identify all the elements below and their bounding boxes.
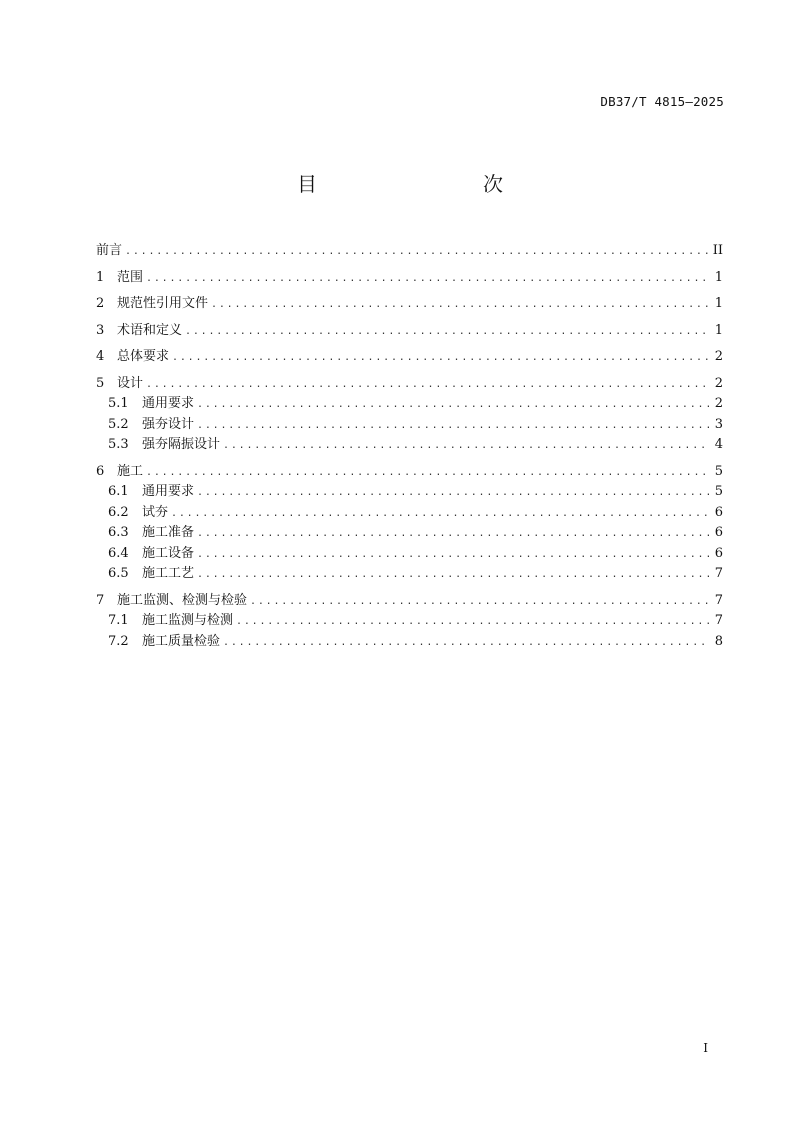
dot-leader: [211, 295, 710, 316]
dot-leader: [197, 395, 710, 416]
dot-leader: [146, 269, 710, 290]
toc-entry[interactable]: [96, 523, 723, 544]
toc-title: 目 次: [297, 172, 545, 196]
toc-entry-label: 施工: [117, 463, 144, 479]
toc-entry-page: 7: [714, 613, 723, 628]
toc-entry-page: 1: [714, 322, 723, 338]
toc-entry-page: 6: [714, 545, 723, 561]
toc-entry-number: 7.2: [108, 633, 129, 649]
toc-entry[interactable]: [96, 591, 723, 612]
dot-leader: [197, 565, 710, 586]
toc-entry[interactable]: [96, 374, 723, 395]
toc-entry-label: 施工准备: [142, 525, 195, 540]
toc-entry-page: 6: [714, 525, 723, 540]
page-folio: I: [703, 1041, 708, 1055]
toc-entry-label: 强夯设计: [142, 416, 195, 432]
toc-entry-page: 2: [714, 396, 723, 411]
dot-leader: [146, 375, 710, 396]
toc-entry-number: 6.5: [108, 566, 129, 581]
toc-entry-number: 6.2: [108, 504, 129, 520]
toc-entry[interactable]: [96, 611, 723, 632]
toc-entry-page: 2: [714, 375, 723, 391]
dot-leader: [250, 592, 710, 613]
toc-entry-number: 6.3: [108, 525, 129, 540]
document-code: DB37/T 4815—2025: [600, 94, 724, 109]
toc-entry-number: 5.3: [108, 437, 129, 452]
toc-entry-label: 总体要求: [117, 349, 170, 364]
toc-entry-page: 2: [714, 349, 723, 364]
toc-entry-number: 5.2: [108, 416, 129, 432]
toc-entry[interactable]: [96, 321, 723, 342]
toc-entry-number: 1: [96, 269, 105, 285]
dot-leader: [125, 242, 710, 263]
toc-entry-page: 3: [714, 416, 723, 432]
toc-entry-page: 8: [714, 633, 723, 649]
toc-entry-label: 施工工艺: [142, 566, 195, 581]
toc-entry-page: 6: [714, 504, 723, 520]
toc-entry-number: 7: [96, 592, 105, 608]
toc-entry[interactable]: [96, 415, 723, 436]
toc-entry[interactable]: [96, 482, 723, 503]
toc-entry[interactable]: [96, 544, 723, 565]
toc-entry[interactable]: [96, 394, 723, 415]
toc-entry[interactable]: [96, 347, 723, 368]
toc-entry[interactable]: [96, 268, 723, 289]
toc-entry-label: 施工监测与检测: [142, 613, 234, 628]
dot-leader: [197, 545, 710, 566]
toc-entry-label: 施工设备: [142, 545, 195, 561]
toc-entry-label: 强夯隔振设计: [142, 437, 221, 452]
toc-entry[interactable]: [96, 435, 723, 456]
toc-entry[interactable]: [96, 462, 723, 483]
toc-entry-number: 7.1: [108, 613, 129, 628]
toc-entry-label: 规范性引用文件: [117, 296, 209, 311]
toc-entry-number: 6.4: [108, 545, 129, 561]
dot-leader: [223, 436, 710, 457]
toc-entry-label: 施工监测、检测与检验: [117, 592, 248, 608]
dot-leader: [236, 612, 710, 633]
dot-leader: [197, 483, 710, 504]
toc-entry-number: 6: [96, 463, 105, 479]
toc-entry-number: 6.1: [108, 484, 129, 499]
toc-entry-label: 试夯: [142, 504, 169, 520]
toc-entry-label: 通用要求: [142, 484, 195, 499]
toc-entry-page: 7: [714, 592, 723, 608]
toc-entry-label: 术语和定义: [117, 322, 183, 338]
dot-leader: [172, 348, 710, 369]
toc-entry-label: 设计: [117, 375, 144, 391]
dot-leader: [197, 524, 710, 545]
toc-entry[interactable]: [96, 294, 723, 315]
dot-leader: [171, 504, 710, 525]
dot-leader: [185, 322, 710, 343]
toc-entry-label: 范围: [117, 269, 144, 285]
dot-leader: [146, 463, 710, 484]
toc-entry-page: 4: [714, 437, 723, 452]
toc-entry-page: 5: [714, 484, 723, 499]
dot-leader: [197, 416, 710, 437]
toc-entry-number: 4: [96, 349, 105, 364]
toc-entry-number: 3: [96, 322, 105, 338]
toc-entry-page: II: [712, 243, 723, 258]
toc-entry[interactable]: [96, 632, 723, 653]
toc-entry-page: 1: [714, 296, 723, 311]
toc-entry-number: 5.1: [108, 396, 129, 411]
toc-entry-page: 5: [714, 463, 723, 479]
toc-entry-label: 施工质量检验: [142, 633, 221, 649]
toc-entry-label: 前言: [96, 243, 123, 258]
toc-entry-page: 1: [714, 269, 723, 285]
toc-entry-label: 通用要求: [142, 396, 195, 411]
toc-entry[interactable]: [96, 241, 723, 262]
table-of-contents: [96, 241, 723, 652]
toc-entry-page: 7: [714, 566, 723, 581]
dot-leader: [223, 633, 710, 654]
toc-entry-number: 5: [96, 375, 105, 391]
toc-entry[interactable]: [96, 503, 723, 524]
toc-entry-number: 2: [96, 296, 105, 311]
toc-entry[interactable]: [96, 564, 723, 585]
